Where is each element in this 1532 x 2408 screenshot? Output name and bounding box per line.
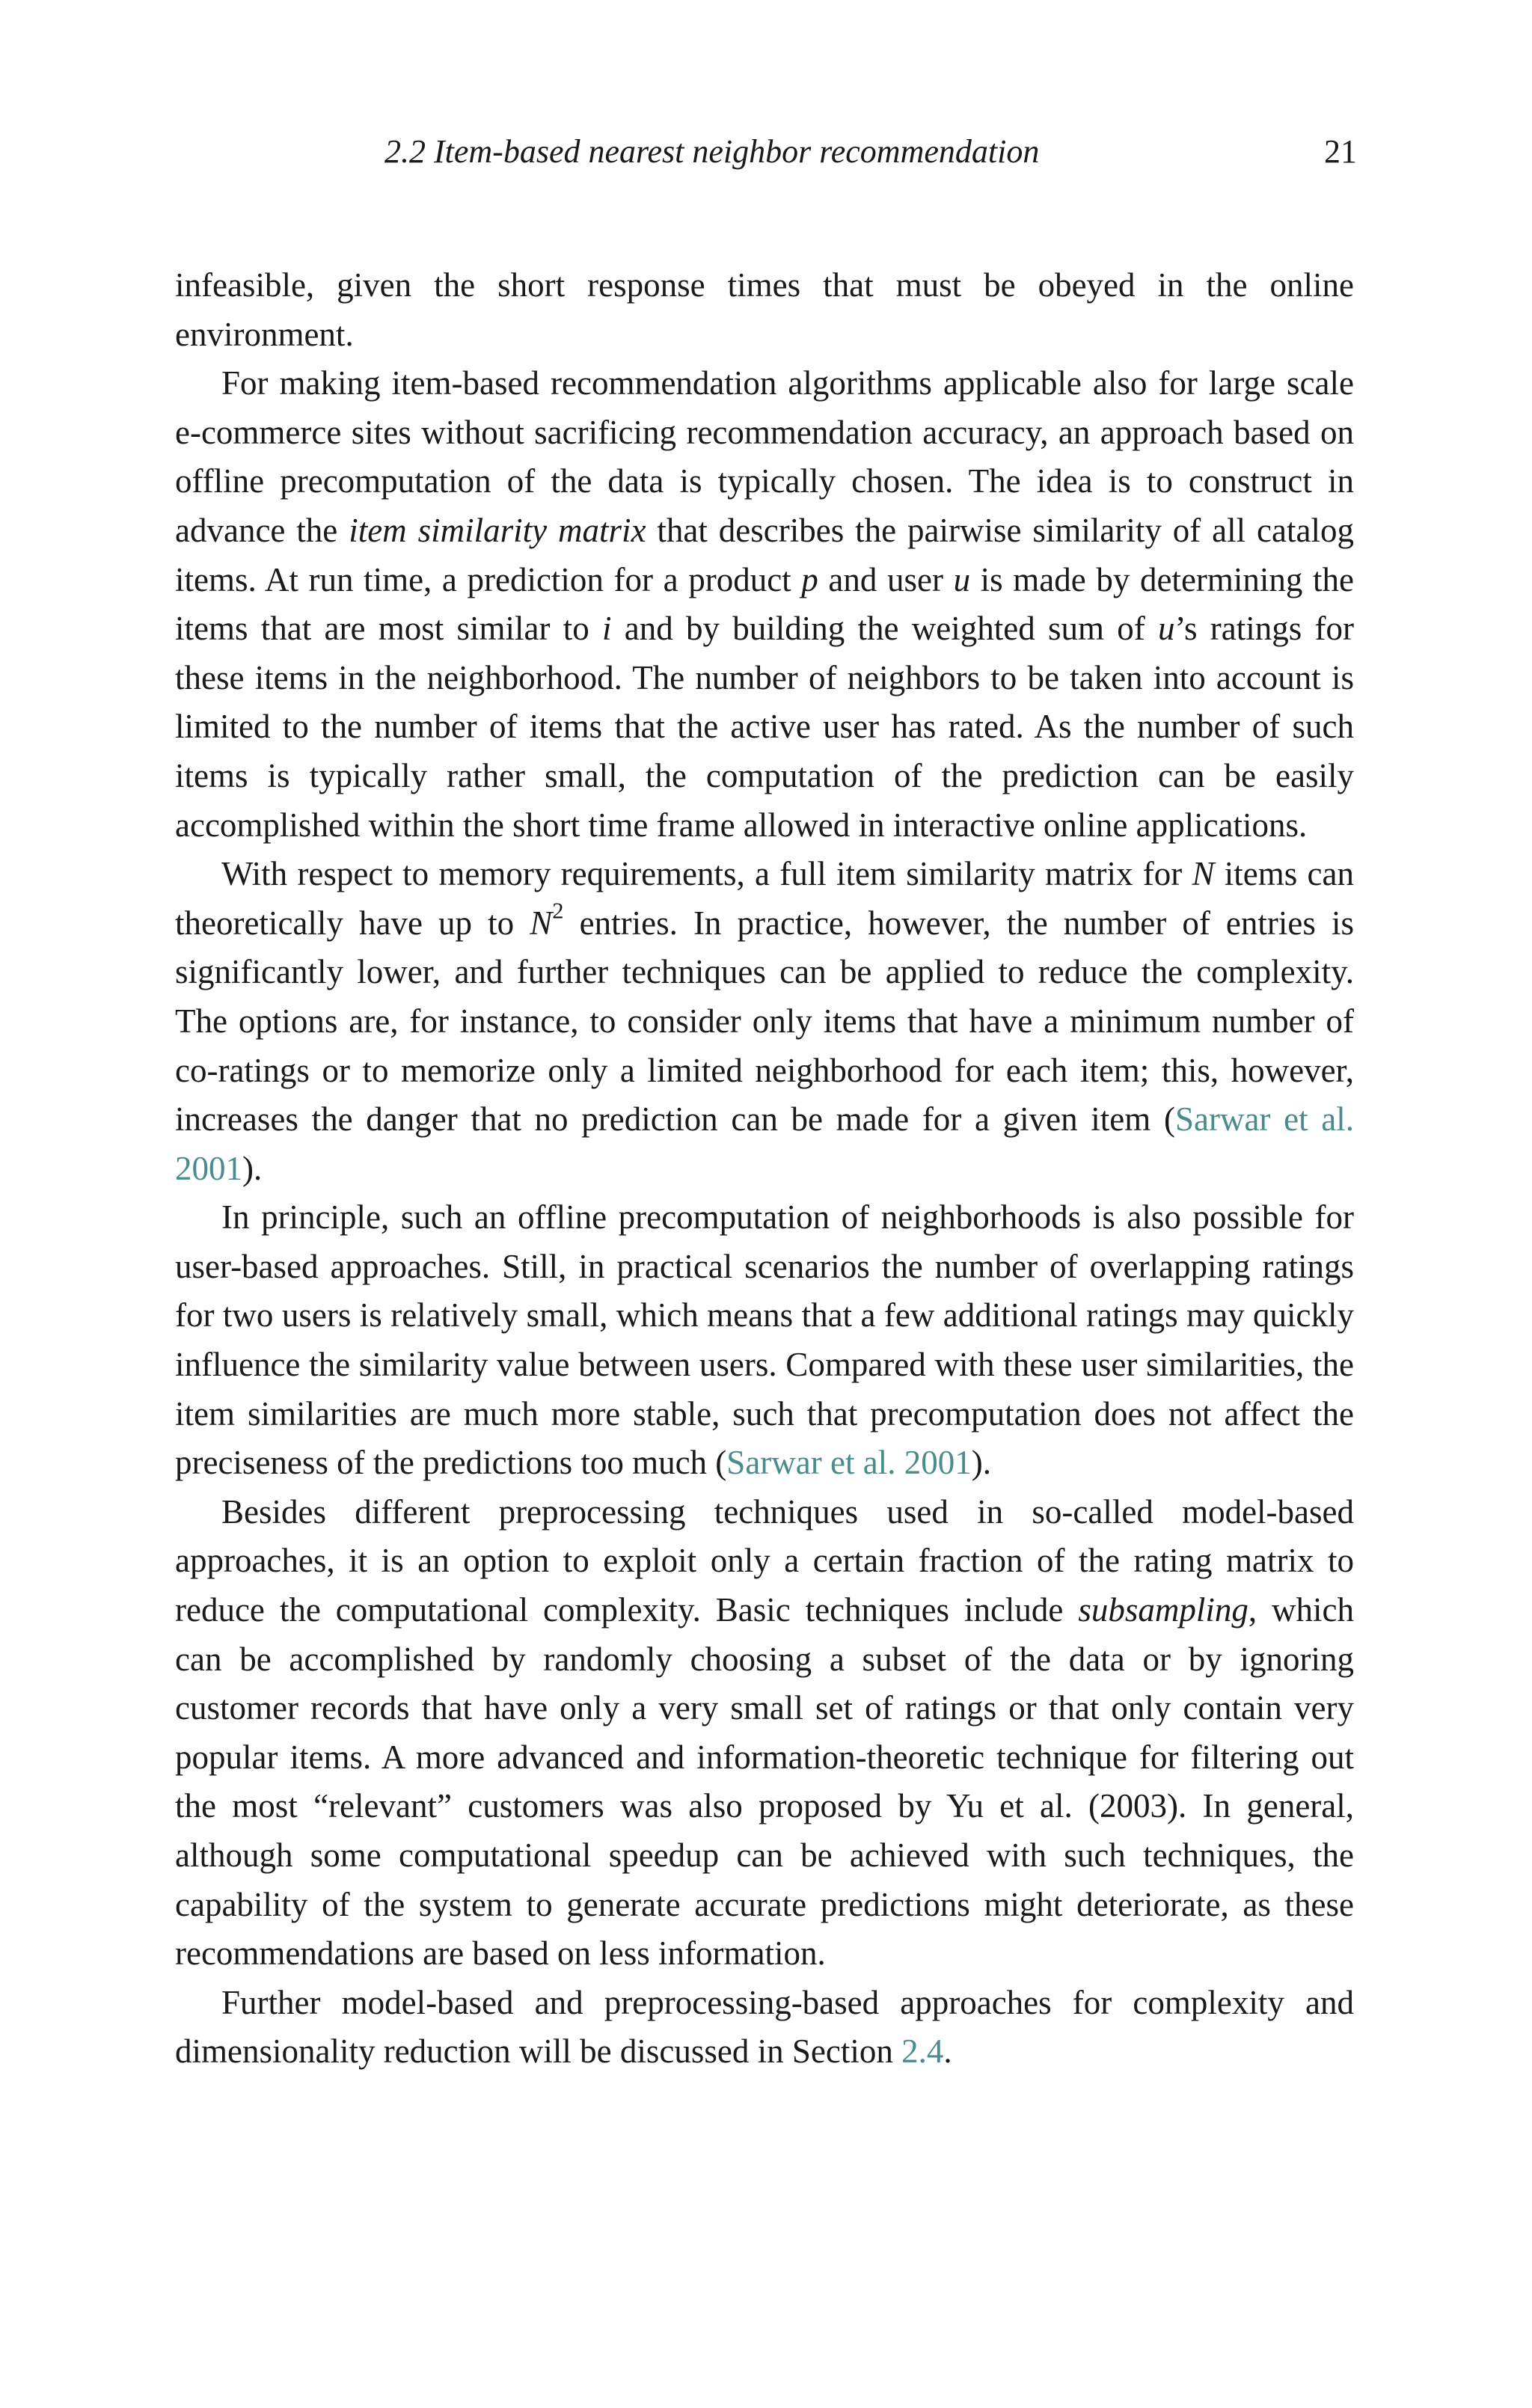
- paragraph-6-text-a: Further model-based and preprocessing-based approaches for complexity and dimensionality reduction will be discussed in Section: [175, 1983, 1354, 2071]
- term-item-similarity-matrix: item similarity matrix: [349, 511, 646, 549]
- paragraph-4-text-a: In principle, such an offline precomputation of neighborhoods is also possible for user-based approaches. Still, in practical scenarios the number of overlapping ratings for two users is relatively small, which means that a few additional ratings may quickly influence the similarity value between users. Compared with these user similarities, the item similarities are much more stable, such that precomputation does not affect the preciseness of the predictions too much (: [175, 1198, 1354, 1482]
- paragraph-2: [175, 359, 1354, 850]
- paragraph-3: [175, 850, 1354, 1193]
- section-link[interactable]: 2.4: [901, 2032, 944, 2071]
- variable-i: i: [601, 610, 612, 648]
- paragraph-3-text-a: With respect to memory requirements, a full item similarity matrix for: [221, 855, 1192, 893]
- paragraph-2-text-c: and user: [818, 560, 954, 598]
- paragraph-5-text-b: , which can be accomplished by randomly choosing a subset of the data or by ignoring customer records that have only a very small set of ratings or that only contain very popular items. A more advanced and information-theoretic technique for filtering out the most “relevant” customers was also proposed by Yu et al. (2003). In general, although some computational speedup can be achieved with such techniques, the capability of the system to generate accurate predictions might deteriorate, as these recommendations are based on less information.: [175, 1591, 1354, 1973]
- paragraph-3-text-c: entries. In practice, however, the number of entries is significantly lower, and further techniques can be applied to reduce the complexity. The options are, for instance, to consider only items that have a minimum number of co-ratings or to memorize only a limited neighborhood for each item; this, however, increases the danger that no prediction can be made for a given item (: [175, 904, 1354, 1139]
- citation-link[interactable]: Sarwar et al. 2001: [726, 1444, 972, 1482]
- exponent: 2: [552, 898, 564, 924]
- paragraph-2-text-d: is made by determining the items that are most similar to: [175, 560, 1354, 648]
- variable-n: N: [1192, 855, 1215, 893]
- paragraph-4-text-b: ).: [971, 1444, 991, 1482]
- paragraph-6-text-b: .: [943, 2032, 952, 2071]
- paragraph-6: [175, 1979, 1354, 2077]
- variable-p: p: [801, 560, 818, 598]
- paragraph-2-text-b: that describes the pairwise similarity of all catalog items. At run time, a prediction for a product: [175, 511, 1354, 598]
- paragraph-2-text-a: For making item-based recommendation algorithms applicable also for large scale e-commerce sites without sacrificing recommendation accuracy, an approach based on offline precomputation of the data is typically chosen. The idea is to construct in advance the: [175, 364, 1354, 549]
- variable-u: u: [1158, 610, 1175, 648]
- page-number: 21: [1324, 133, 1357, 170]
- citation-link[interactable]: Sarwar et al. 2001: [175, 1100, 1354, 1187]
- paragraph-3-text-b: items can theoretically have up to: [175, 855, 1354, 942]
- paragraph-1: [175, 261, 1354, 359]
- term-subsampling: subsampling: [1078, 1591, 1248, 1629]
- variable-n: N: [530, 904, 553, 942]
- paragraph-3-text-d: ).: [242, 1149, 263, 1187]
- running-title: 2.2 Item-based nearest neighbor recommendation: [384, 133, 1040, 170]
- paragraph-2-text-f: ’s ratings for these items in the neighborhood. The number of neighbors to be taken into account is limited to the number of items that the active user has rated. As the number of such items is typically rather small, the computation of the prediction can be easily accomplished within the short time frame allowed in interactive online applications.: [175, 610, 1355, 844]
- paragraph-5: [175, 1488, 1354, 1979]
- variable-u: u: [953, 560, 971, 598]
- paragraph-1-text: infeasible, given the short response times that must be obeyed in the online environment.: [175, 266, 1354, 353]
- paragraph-2-text-e: and by building the weighted sum of: [611, 610, 1159, 648]
- body-text: [175, 261, 1354, 2077]
- running-head: [175, 126, 1357, 178]
- paragraph-5-text-a: Besides different preprocessing techniques used in so-called model-based approaches, it is an option to exploit only a certain fraction of the rating matrix to reduce the computational complexity. Basic techniques include: [175, 1492, 1354, 1629]
- paragraph-4: [175, 1193, 1354, 1488]
